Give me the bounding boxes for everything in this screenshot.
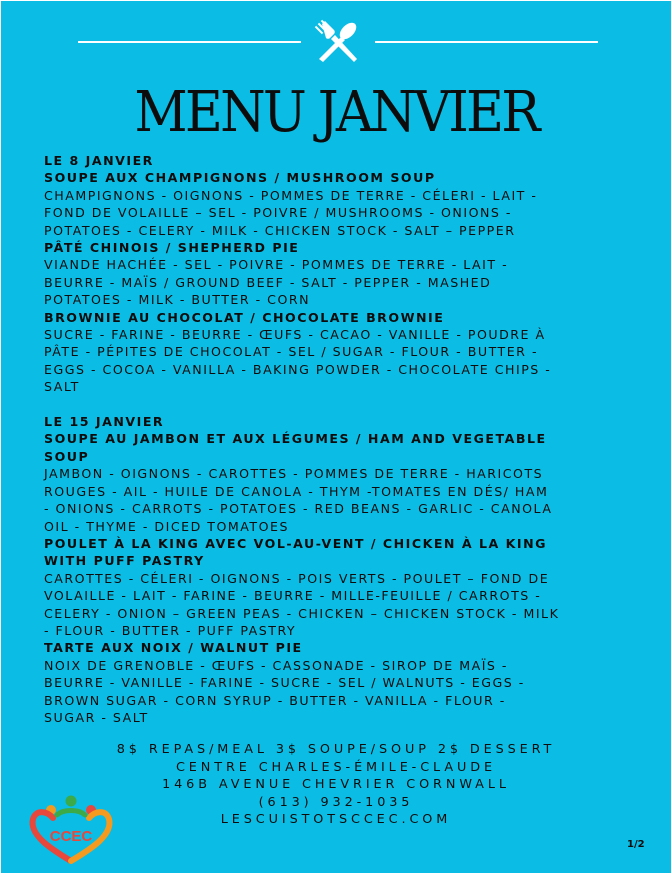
menu-ingredient-line: VIANDE HACHÉE - SEL - POIVRE - POMMES DE TERRE - LAIT - <box>44 257 509 273</box>
footer-venue: CENTRE CHARLES-ÉMILE-CLAUDE <box>175 759 497 775</box>
menu-heading-line: LE 15 JANVIER <box>44 414 165 430</box>
ccec-logo <box>21 791 121 867</box>
menu-ingredient-line: - FLOUR - BUTTER - PUFF PASTRY <box>44 622 297 638</box>
menu-heading-line: LE 8 JANVIER <box>44 153 154 168</box>
menu-heading-line: PÂTÉ CHINOIS / SHEPHERD PIE <box>44 240 300 256</box>
menu-page <box>1 1 671 873</box>
footer-prices: 8$ REPAS/MEAL 3$ SOUPE/SOUP 2$ DESSERT <box>116 742 556 757</box>
header-rule-left <box>78 41 301 43</box>
menu-ingredient-line: VOLAILLE - LAIT - FARINE - BEURRE - MILLE-FEUILLE / CARROTS - <box>44 588 542 604</box>
menu-heading-line: SOUP <box>44 448 90 464</box>
footer-phone: (613) 932-1035 <box>258 794 414 810</box>
menu-ingredient-line: POTATOES - CELERY - MILK - CHICKEN STOCK - SALT – PEPPER <box>44 222 516 238</box>
menu-ingredient-line: JAMBON - OIGNONS - CAROTTES - POMMES DE TERRE - HARICOTS <box>44 466 544 482</box>
menu-ingredient-line: FOND DE VOLAILLE – SEL - POIVRE / MUSHROOMS - ONIONS - <box>44 205 512 221</box>
menu-ingredient-line: CELERY - ONION – GREEN PEAS - CHICKEN – CHICKEN STOCK - MILK <box>44 605 560 621</box>
logo-text: CCEC <box>49 828 93 845</box>
header-rule-right <box>375 41 598 43</box>
menu-heading-line: SOUPE AU JAMBON ET AUX LÉGUMES / HAM AND VEGETABLE <box>44 431 547 447</box>
menu-heading-line: BROWNIE AU CHOCOLAT / CHOCOLATE BROWNIE <box>44 309 445 325</box>
menu-ingredient-line: PÂTE - PÉPITES DE CHOCOLAT - SEL / SUGAR - FLOUR - BUTTER - <box>44 344 538 360</box>
page-title: MENU JANVIER <box>134 80 538 145</box>
menu-body <box>44 152 634 726</box>
menu-heading-line: POULET À LA KING AVEC VOL-AU-VENT / CHICKEN À LA KING <box>44 535 547 551</box>
fork-and-spoon-icon <box>312 16 364 68</box>
menu-ingredient-line: SUGAR - SALT <box>44 709 149 725</box>
menu-ingredient-line: SUCRE - FARINE - BEURRE - ŒUFS - CACAO - VANILLE - POUDRE À <box>44 327 546 343</box>
menu-ingredient-line: NOIX DE GRENOBLE - ŒUFS - CASSONADE - SIROP DE MAÏS - <box>44 657 508 673</box>
menu-ingredient-line: POTATOES - MILK - BUTTER - CORN <box>44 292 311 308</box>
menu-ingredient-line: CHAMPIGNONS - OIGNONS - POMMES DE TERRE - CÉLERI - LAIT - <box>44 187 538 203</box>
spacer <box>44 396 634 413</box>
menu-heading-line: WITH PUFF PASTRY <box>44 553 205 569</box>
menu-ingredient-line: ROUGES - AIL - HUILE DE CANOLA - THYM -TOMATES EN DÉS/ HAM <box>44 483 549 499</box>
menu-ingredient-line: BEURRE - VANILLE - FARINE - SUCRE - SEL / WALNUTS - EGGS - <box>44 675 525 691</box>
page-number: 1/2 <box>627 839 645 850</box>
menu-ingredient-line: BEURRE - MAÏS / GROUND BEEF - SALT - PEPPER - MASHED <box>44 274 492 290</box>
menu-ingredient-line: CAROTTES - CÉLERI - OIGNONS - POIS VERTS - POULET – FOND DE <box>44 570 550 586</box>
menu-heading-line: SOUPE AUX CHAMPIGNONS / MUSHROOM SOUP <box>44 170 436 186</box>
footer-address: 146B AVENUE CHEVRIER CORNWALL <box>162 777 510 792</box>
menu-ingredient-line: SALT <box>44 379 80 395</box>
menu-ingredient-line: EGGS - COCOA - VANILLA - BAKING POWDER - CHOCOLATE CHIPS - <box>44 361 552 377</box>
menu-ingredient-line: BROWN SUGAR - CORN SYRUP - BUTTER - VANILLA - FLOUR - <box>44 692 506 708</box>
menu-heading-line: TARTE AUX NOIX / WALNUT PIE <box>44 640 303 656</box>
menu-ingredient-line: OIL - THYME - DICED TOMATOES <box>44 518 289 534</box>
menu-ingredient-line: - ONIONS - CARROTS - POTATOES - RED BEANS - GARLIC - CANOLA <box>44 501 553 517</box>
footer-website: LESCUISTOTSCCEC.COM <box>220 812 452 827</box>
